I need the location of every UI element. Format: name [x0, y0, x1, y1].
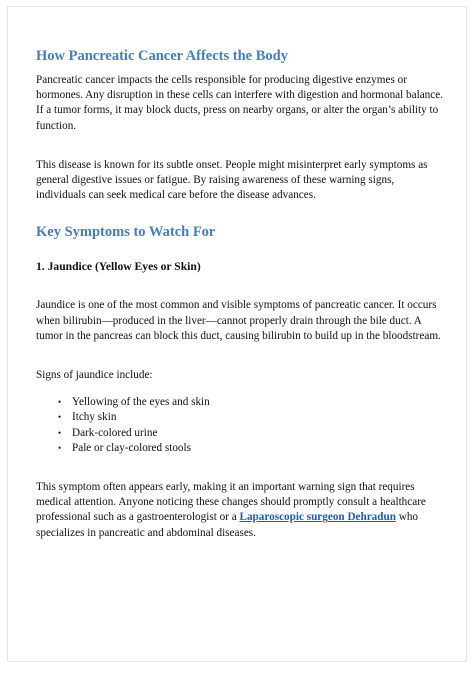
paragraph-early-warning-text-end: who specializes in pancreatic and abdominal diseases.	[36, 511, 419, 539]
bullet-icon: •	[58, 442, 62, 453]
laparoscopic-surgeon-link[interactable]: Laparoscopic surgeon Dehradun	[239, 511, 396, 524]
paragraph-early-warning	[36, 480, 446, 541]
bullet-icon: •	[58, 427, 62, 438]
list-item	[58, 441, 446, 456]
paragraph-jaundice-description: Jaundice is one of the most common and visible symptoms of pancreatic cancer. It occurs when bilirubin—produced in the liver—cannot properly drain through the bile duct. A tumor in the pancreas can block this duct, causing bilirubin to build up in the bloodstream.	[36, 299, 441, 342]
jaundice-signs-list	[36, 395, 446, 456]
bullet-icon: •	[58, 412, 62, 423]
paragraph-signs-intro: Signs of jaundice include:	[36, 369, 153, 382]
list-item-text: Yellowing of the eyes and skin	[72, 396, 210, 409]
bullet-icon: •	[58, 397, 62, 408]
list-item-text: Dark-colored urine	[72, 426, 158, 439]
paragraph-subtle-onset: This disease is known for its subtle onset. People might misinterpret early symptoms as general digestive issues or fatigue. By raising awareness of these warning signs, individuals can seek medical care before the disease advances.	[36, 158, 428, 202]
section-heading-pancreatic-effects: How Pancreatic Cancer Affects the Body	[36, 48, 288, 64]
list-item	[58, 395, 446, 410]
paragraph-effects-intro: Pancreatic cancer impacts the cells responsible for producing digestive enzymes or hormones. Any disruption in these cells can interfere with digestion and hormonal balance. If a tumor forms, it may block ducts, press on nearby organs, or alter the organ’s ability to function.	[36, 74, 443, 132]
section-heading-key-symptoms: Key Symptoms to Watch For	[36, 224, 216, 241]
list-item	[58, 410, 446, 425]
document-page	[7, 6, 467, 662]
list-item	[58, 426, 446, 441]
paragraph-early-warning-text-start: This symptom often appears early, making it an important warning sign that requires medical attention. Anyone noticing these changes should promptly consult a healthcare professional such as a gastroenterologist or a	[36, 481, 426, 524]
page-content	[36, 47, 446, 541]
list-item-text: Pale or clay-colored stools	[72, 441, 191, 454]
subheading-jaundice: 1. Jaundice (Yellow Eyes or Skin)	[36, 260, 201, 274]
list-item-text: Itchy skin	[72, 411, 117, 424]
